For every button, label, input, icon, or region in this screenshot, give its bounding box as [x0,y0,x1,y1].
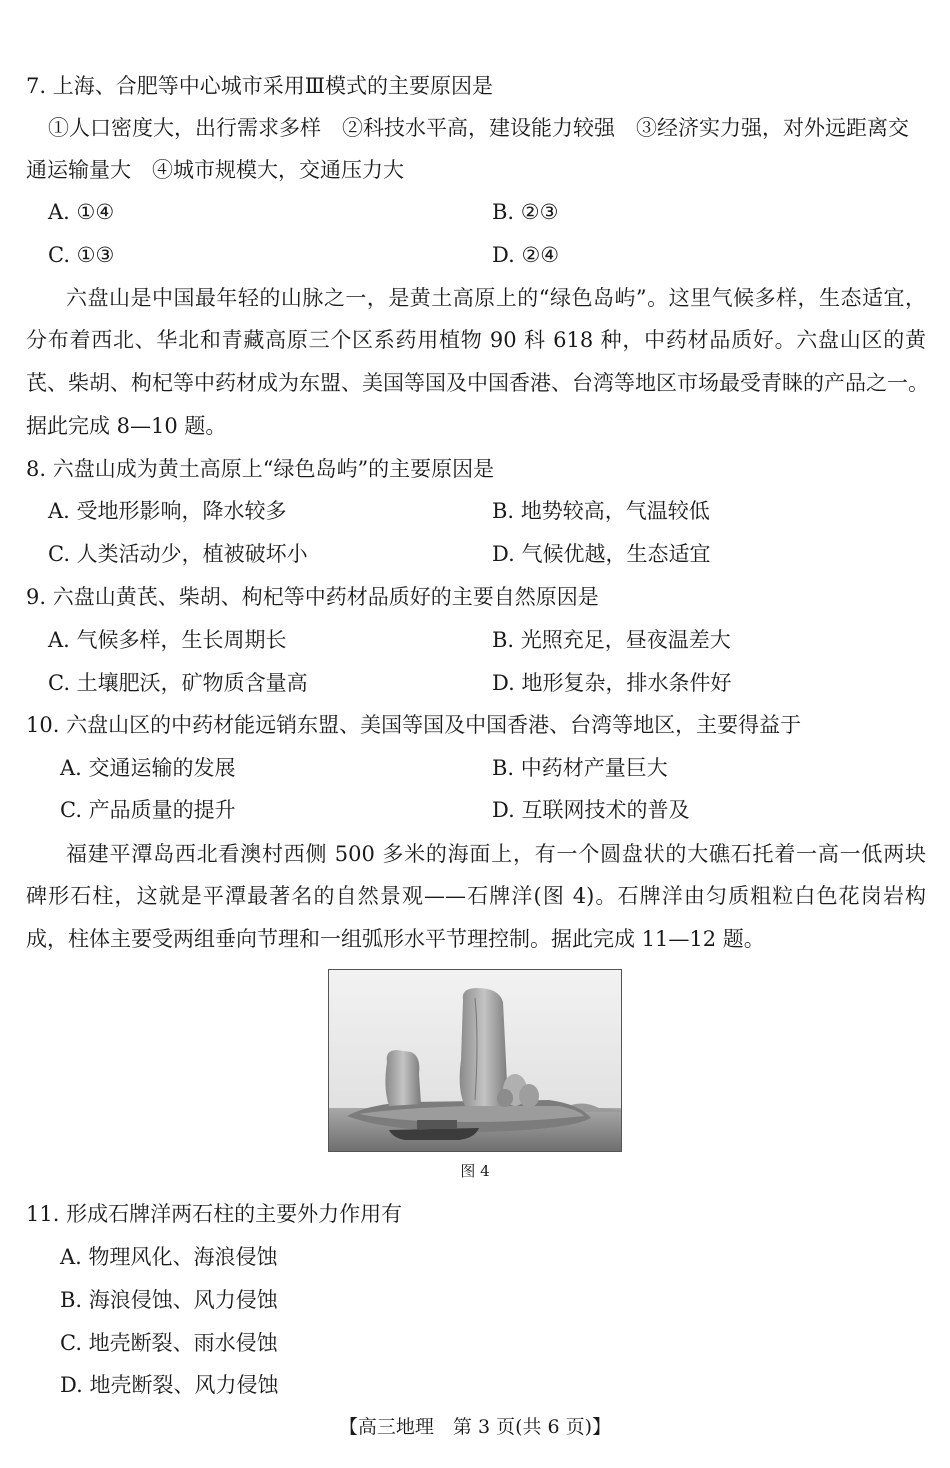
q10-option-a: A. 交通运输的发展 [60,756,236,780]
q7-option-c: C. ①③ [48,243,115,267]
passage1-line3: 芪、柴胡、枸杞等中药材成为东盟、美国等国及中国香港、台湾等地区市场最受青睐的产品之一。 [26,371,929,395]
q9-option-d: D. 地形复杂，排水条件好 [492,671,732,695]
q9-option-b: B. 光照充足，昼夜温差大 [492,628,731,652]
passage2-line2: 碑形石柱，这就是平潭最著名的自然景观——石牌洋(图 4)。石牌洋由匀质粗粒白色花岗岩构 [26,884,926,908]
q7-statements-line1: ①人口密度大，出行需求多样 ②科技水平高，建设能力较强 ③经济实力强，对外远距离交 [48,116,909,140]
figure-4-photo [328,969,622,1152]
passage1-line4: 据此完成 8—10 题。 [26,414,227,438]
q7-statements-line2: 通运输量大 ④城市规模大，交通压力大 [26,158,404,182]
q11-stem: 11. 形成石牌洋两石柱的主要外力作用有 [26,1202,403,1226]
stone-pillars-illustration [329,970,621,1151]
q11-option-c: C. 地壳断裂、雨水侵蚀 [60,1331,278,1355]
q8-stem: 8. 六盘山成为黄土高原上“绿色岛屿”的主要原因是 [26,457,495,481]
q10-stem: 10. 六盘山区的中药材能远销东盟、美国等国及中国香港、台湾等地区，主要得益于 [26,713,802,737]
q11-option-d: D. 地壳断裂、风力侵蚀 [60,1373,279,1397]
figure-4-caption: 图 4 [460,1162,490,1180]
q10-option-b: B. 中药材产量巨大 [492,756,668,780]
passage2-line1: 福建平潭岛西北看澳村西侧 500 多米的海面上，有一个圆盘状的大礁石托着一高一低两块 [66,842,926,866]
q10-option-d: D. 互联网技术的普及 [492,798,690,822]
page-footer: 【高三地理 第 3 页(共 6 页)】 [338,1416,612,1438]
q7-option-a: A. ①④ [48,200,115,224]
q11-option-a: A. 物理风化、海浪侵蚀 [60,1245,278,1269]
q8-option-c: C. 人类活动少，植被破坏小 [48,542,308,566]
q11-option-b: B. 海浪侵蚀、风力侵蚀 [60,1288,278,1312]
passage1-line2: 分布着西北、华北和青藏高原三个区系药用植物 90 科 618 种，中药材品质好。六盘山区的黄 [26,328,926,352]
q9-option-c: C. 土壤肥沃，矿物质含量高 [48,671,308,695]
q7-option-b: B. ②③ [492,200,559,224]
q9-option-a: A. 气候多样，生长周期长 [48,628,287,652]
passage2-line3: 成，柱体主要受两组垂向节理和一组弧形水平节理控制。据此完成 11—12 题。 [26,927,765,951]
q8-option-b: B. 地势较高，气温较低 [492,499,710,523]
q7-stem: 7. 上海、合肥等中心城市采用Ⅲ模式的主要原因是 [26,74,493,98]
q8-option-a: A. 受地形影响，降水较多 [48,499,287,523]
q10-option-c: C. 产品质量的提升 [60,798,236,822]
q8-option-d: D. 气候优越，生态适宜 [492,542,711,566]
q9-stem: 9. 六盘山黄芪、柴胡、枸杞等中药材品质好的主要自然原因是 [26,585,599,609]
passage1-line1: 六盘山是中国最年轻的山脉之一，是黄土高原上的“绿色岛屿”。这里气候多样，生态适宜， [66,286,926,310]
q7-option-d: D. ②④ [492,243,560,267]
